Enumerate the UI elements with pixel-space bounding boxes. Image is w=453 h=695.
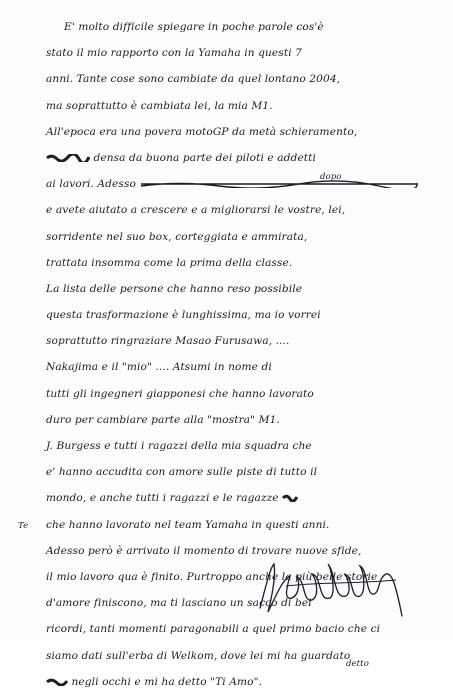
line-text: ai lavori. Adesso <box>46 178 136 191</box>
letter-line <box>46 433 438 459</box>
line-text: trattata insomma come la prima della classe. <box>46 256 293 269</box>
inserted-word: detto <box>346 658 369 669</box>
line-text: e avete aiutato a crescere e a migliorarsi le vostre, lei, <box>46 204 346 217</box>
letter-line <box>46 276 438 302</box>
line-text: tutti gli ingegneri giapponesi che hanno lavorato <box>46 387 314 400</box>
line-text: densa da buona parte dei piloti e addetti <box>93 151 317 164</box>
letter-line <box>46 407 438 433</box>
letter-line <box>46 485 438 511</box>
line-text: negli occhi e mi ha detto "Ti Amo". <box>71 675 263 688</box>
line-text: Nakajima e il "mio" .... Atsumi in nome di <box>46 361 272 374</box>
letter-line <box>46 40 438 66</box>
letter-line <box>46 381 438 407</box>
crossed-out-word <box>46 678 68 686</box>
line-text: anni. Tante cose sono cambiate da quel lontano 2004, <box>46 73 341 86</box>
letter-line <box>18 512 438 538</box>
letter-line <box>46 669 438 695</box>
letter-line <box>46 328 438 354</box>
line-text: E' molto difficile spiegare in poche parole cos'è <box>64 21 324 33</box>
line-text: siamo dati sull'erba di Welkom, dove lei mi ha guardato <box>46 649 351 662</box>
line-text: soprattutto ringraziare Masao Furusawa, .... <box>46 335 290 348</box>
line-text: sorridente nel suo box, corteggiata e ammirata, <box>46 230 308 243</box>
letter-line <box>46 354 438 380</box>
line-text: ma soprattutto è cambiata lei, la mia M1. <box>46 99 273 112</box>
crossed-out-word <box>282 494 298 502</box>
letter-line <box>46 14 438 40</box>
line-text: All'epoca era una povera motoGP da metà schieramento, <box>46 125 358 138</box>
line-text: mondo, e anche tutti i ragazzi e le ragazze <box>46 492 279 505</box>
handwritten-signature <box>256 556 408 622</box>
line-text: La lista delle persone che hanno reso possibile <box>46 282 303 295</box>
line-text: Adesso però è arrivato il momento di trovare nuove sfide, <box>46 544 362 557</box>
letter-line <box>46 459 438 485</box>
line-text: duro per cambiare parte alla "mostra" M1. <box>46 413 280 426</box>
letter-line <box>46 302 438 328</box>
line-text: J. Burgess e tutti i ragazzi della mia squadra che <box>46 440 312 452</box>
line-text: e' hanno accudita con amore sulle piste di tutto il <box>46 466 318 479</box>
letter-line <box>46 66 438 92</box>
line-text: questa trasformazione è lunghissima, ma io vorrei <box>46 309 321 322</box>
inserted-word: dopo <box>320 172 342 183</box>
inserted-word: Te <box>18 520 29 531</box>
line-text: stato il mio rapporto con la Yamaha in questi 7 <box>46 47 302 60</box>
letter-line <box>46 224 438 250</box>
letter-line <box>46 250 438 276</box>
line-text: d'amore finiscono, ma ti lasciano un sacco di bei <box>46 597 312 610</box>
letter-line <box>46 171 438 197</box>
letter-line <box>46 145 438 171</box>
line-text: che hanno lavorato nel team Yamaha in questi anni. <box>46 518 330 531</box>
letter-line <box>46 93 438 119</box>
letter-line <box>46 643 438 669</box>
letter-line <box>46 197 438 223</box>
line-text: ricordi, tanti momenti paragonabili a quel primo bacio che ci <box>46 623 381 636</box>
crossed-out-word <box>46 154 90 162</box>
line-text: il mio lavoro qua è finito. Purtroppo anche la più belle storie <box>46 570 378 583</box>
letter-line <box>46 119 438 145</box>
crossed-out-phrase <box>139 180 419 188</box>
